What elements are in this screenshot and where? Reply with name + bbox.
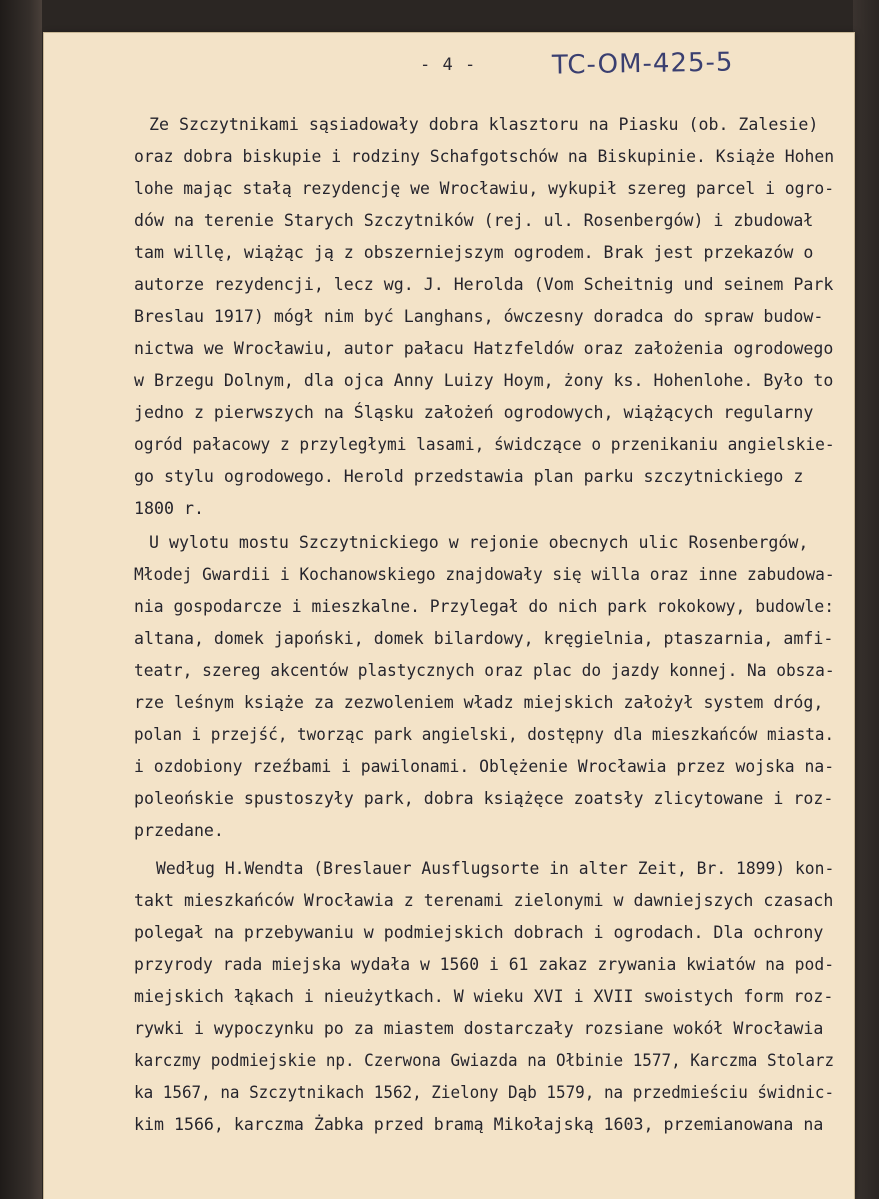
text-line: ogród pałacowy z przyległymi lasami, świdczące o przenikaniu angielskie-	[134, 435, 835, 454]
text-line: lohe mając stałą rezydencję we Wrocławiu, wykupił szereg parcel i ogro-	[134, 179, 835, 198]
text-line: autorze rezydencji, lecz wg. J. Herolda (Vom Scheitnig und seinem Park	[134, 275, 834, 294]
text-line: i ozdobiony rzeźbami i pawilonami. Oblężenie Wrocławia przez wojska na-	[134, 757, 835, 776]
scan-background-left	[0, 0, 42, 1199]
text-line: nictwa we Wrocławiu, autor pałacu Hatzfeldów oraz założenia ogrodowego	[134, 339, 834, 358]
text-line: przedane.	[134, 821, 224, 840]
text-line: kim 1566, karczma Żabka przed bramą Mikołajską 1603, przemianowana na	[134, 1115, 824, 1134]
text-line: w Brzegu Dolnym, dla ojca Anny Luizy Hoym, żony ks. Hohenlohe. Było to	[134, 371, 834, 390]
text-line: poleońskie spustoszyły park, dobra książęce zoatsły zlicytowane i roz-	[134, 789, 834, 808]
text-line: go stylu ogrodowego. Herold przedstawia plan parku szczytnickiego z	[134, 467, 804, 486]
text-line: teatr, szereg akcentów plastycznych oraz plac do jazdy konnej. Na obsza-	[134, 661, 835, 680]
text-line: U wylotu mostu Szczytnickiego w rejonie obecnych ulic Rosenbergów,	[149, 533, 809, 552]
text-line: oraz dobra biskupie i rodziny Schafgotschów na Biskupinie. Książe Hohen	[134, 147, 835, 166]
text-line: Breslau 1917) mógł nim być Langhans, ówczesny doradca do spraw budow-	[134, 307, 824, 326]
text-line: polegał na przebywaniu w podmiejskich dobrach i ogrodach. Dla ochrony	[134, 923, 824, 942]
text-line: takt mieszkańców Wrocławia z terenami zielonymi w dawniejszych czasach	[134, 891, 834, 910]
text-line: rze leśnym książe za zezwoleniem władz miejskich założył system dróg,	[134, 693, 824, 712]
text-line: przyrody rada miejska wydała w 1560 i 61 zakaz zrywania kwiatów na pod-	[134, 955, 835, 974]
page-number: - 4 -	[420, 55, 477, 75]
text-line: nia gospodarcze i mieszkalne. Przylegał do nich park rokokowy, budowle:	[134, 597, 835, 616]
text-line: karczmy podmiejskie np. Czerwona Gwiazda na Ołbinie 1577, Karczma Stolarz	[134, 1051, 835, 1070]
text-line: Według H.Wendta (Breslauer Ausflugsorte in alter Zeit, Br. 1899) kon-	[156, 859, 835, 878]
text-line: dów na terenie Starych Szczytników (rej. ul. Rosenbergów) i zbudował	[134, 211, 814, 230]
text-line: ka 1567, na Szczytnikach 1562, Zielony Dąb 1579, na przedmieściu świdnic-	[134, 1083, 835, 1102]
text-line: polan i przejść, tworząc park angielski, dostępny dla mieszkańców miasta.	[134, 725, 835, 744]
text-line: tam willę, wiążąc ją z obszerniejszym ogrodem. Brak jest przekazów o	[134, 243, 814, 262]
text-line: Ze Szczytnikami sąsiadowały dobra klasztoru na Piasku (ob. Zalesie)	[149, 115, 819, 134]
text-line: miejskich łąkach i nieużytkach. W wieku XVI i XVII swoistych form roz-	[134, 987, 834, 1006]
document-page	[44, 33, 854, 1199]
text-line: Młodej Gwardii i Kochanowskiego znajdowały się willa oraz inne zabudowa-	[134, 565, 835, 584]
text-line: 1800 r.	[134, 499, 204, 518]
text-line: rywki i wypoczynku po za miastem dostarczały rozsiane wokół Wrocławia	[134, 1019, 824, 1038]
scan-background-right	[853, 0, 879, 1199]
text-line: jedno z pierwszych na Śląsku założeń ogrodowych, wiążących regularny	[134, 403, 814, 422]
handwritten-document-id: TC-OM-425-5	[551, 47, 734, 81]
text-line: altana, domek japoński, domek bilardowy, kręgielnia, ptaszarnia, amfi-	[134, 629, 834, 648]
